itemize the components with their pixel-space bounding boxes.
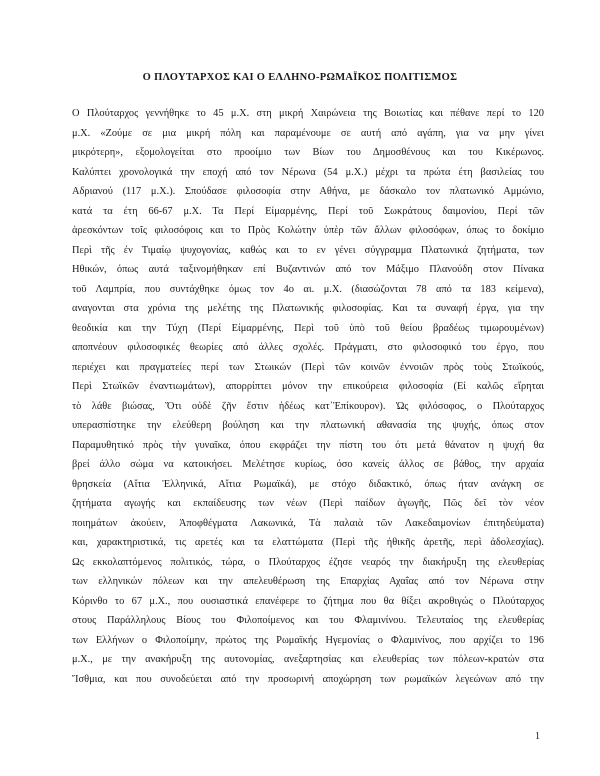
text-line: αποπνέουν φιλοσοφικές θεωρίες από άλλες σχολές. Πράγματι, στο φιλοσοφικό του έργο, που bbox=[72, 342, 544, 353]
text-line: κατά τα έτη 66-67 μ.Χ. Τα Περί Είμαρμένης, Περί τοῦ Σωκράτους δαιμονίου, Περί τῶν bbox=[72, 205, 544, 217]
text-line: στους Παράλληλους Βίους του Φιλοποίμενος και του Φλαμινίνου. Τελευταίος της ελευθερίας bbox=[72, 615, 544, 626]
text-line: τὸ λάθε βιώσας, Ὅτι οὐδὲ ζῆν ἔστιν ἡδέως κατ᾽Ἐπίκουρον). Ὡς φιλόσοφος, ο Πλούταρχος bbox=[72, 400, 544, 412]
text-line: Ως εκκολαπτόμενος πολιτικός, τώρα, ο Πλούταρχος έζησε νεαρός την διακήρυξη της ελευθερίας bbox=[72, 556, 544, 568]
text-line: μ.Χ., με την ανακήρυξη της αυτονομίας, ανεξαρτησίας και ελευθερίας των πόλεων-κρατών στα bbox=[72, 654, 544, 665]
text-line: ἀρεσκόντων τοῖς φιλοσόφοις και το Πρὸς Κολώτην ὑπὲρ τῶν ἄλλων φιλοσόφων, όπως το δοκίμιο bbox=[72, 225, 544, 236]
text-line: ζητήματα αγωγής και εκπαίδευσης των νέων (Περὶ παίδων ἀγωγῆς, Πῶς δεῖ τὸν νέον bbox=[72, 498, 544, 509]
text-line: περιέχει και πραγματείες περί των Στωικών (Περὶ τῶν κοινῶν ἐννοιῶν πρὸς τοὺς Στωϊκούς, bbox=[72, 361, 544, 373]
text-line: θρησκεία (Αἴτια Ἑλληνικά, Αἴτια Ρωμαϊκά), με στόχο διδακτικό, όπως ήταν ανάγκη σε bbox=[72, 478, 544, 490]
text-line: μ.Χ. «Ζούμε σε μια μικρή πόλη και παραμένουμε σε αυτή από αγάπη, για να μην γίνει bbox=[72, 127, 544, 139]
text-line: Περὶ τῆς ἐν Τιμαίῳ ψυχογονίας, καθώς και το εν γένει σύγγραμμα Πλατωνικά ζητήματα, των bbox=[72, 244, 544, 256]
text-line: ποιημάτων ἀκούειν, Ἀποφθέγματα Λακωνικά, Τὰ παλαιὰ τῶν Λακεδαιμονίων ἐπιτηδεύματα) bbox=[72, 517, 544, 529]
page-title: Ο ΠΛΟΥΤΑΡΧΟΣ ΚΑΙ Ο ΕΛΛΗΝΟ-ΡΩΜΑΪΚΟΣ ΠΟΛΙΤΙΣΜΟΣ bbox=[142, 72, 458, 83]
text-line: υπερασπίστηκε την ελεύθερη βούληση και την πλατωνική αθανασία της ψυχής, όπως στον bbox=[72, 420, 544, 431]
text-line: μικρότερη», εξομολογείται στο προοίμιο των Βίων του Δημοσθένους και του Κικέρωνος. bbox=[72, 147, 544, 158]
text-line: των Ελλήνων ο Φιλοποίμην, πρώτος της Ρωμαϊκής Ηγεμονίας ο Φλαμινίνος, που αρχίζει το 196 bbox=[72, 634, 544, 646]
text-line: Καλύπτει χρονολογικά την εποχή από τον Νέρωνα (54 μ.Χ.) μέχρι τα πρώτα έτη βασιλείας του bbox=[72, 166, 544, 178]
text-line: Κόρινθο το 67 μ.Χ., που ουσιαστικά επανέφερε το ζήτημα που θα θίξει ακροθιγώς ο Πλούταρχος bbox=[72, 595, 544, 607]
text-line: των ελληνικών πόλεων και την απελευθέρωση της Επαρχίας Αχαΐας από τον Νέρωνα στην bbox=[72, 576, 544, 587]
text-line: και, χαρακτηριστικά, τις αρετές και τα ελαττώματα (Περὶ τῆς ἠθικῆς ἀρετῆς, περὶ ἀδολεσχίας). bbox=[72, 537, 544, 548]
text-line: Παραμυθητικό πρὸς τὴν γυναῖκα, όπου εκφράζει την πίστη του ότι μετά θάνατον η ψυχή θα bbox=[72, 439, 544, 451]
text-line: Περὶ Στωϊκῶν ἐναντιωμάτων), απορρίπτει μόνον την επικούρεια φιλοσοφία (Εἰ καλῶς εἴρηται bbox=[72, 381, 544, 392]
text-line: Ηθικών, όπως αυτά ταξινομήθηκαν επί Βυζαντινών από τον Μάξιμο Πλανούδη στον Πίνακα bbox=[72, 264, 544, 275]
text-line: Ο Πλούταρχος γεννήθηκε το 45 μ.Χ. στη μικρή Χαιρώνεια της Βοιωτίας και πέθανε περί το 120 bbox=[72, 108, 544, 119]
text-line: Ἴσθμια, και που συνοδεύεται από την προσωρινή αποχώρηση των ρωμαϊκών λεγεώνων από την bbox=[72, 673, 544, 685]
text-line: τοῦ Λαμπρία, που συντάχθηκε όμως τον 4ο αι. μ.Χ. (διασώζονται 78 από τα 183 κείμενα), bbox=[72, 283, 544, 295]
text-line: Αδριανού (117 μ.Χ.). Σπούδασε φιλοσοφία στην Αθήνα, με δάσκαλο τον πλατωνικό Αμμώνιο, bbox=[72, 186, 544, 197]
text-line: αναγονται στα χρόνια της μελέτης της Πλατωνικής φιλοσοφίας. Και τα συναφή έργα, για την bbox=[72, 303, 544, 314]
text-line: βρεί άλλο σώμα να κατοικήσει. Μελέτησε κυρίως, όσο κανείς άλλος σε βάθος, την αρχαία bbox=[72, 459, 544, 470]
page-number: 1 bbox=[535, 731, 540, 742]
text-line: θεοδικία και την Τύχη (Περί Είμαρμένης, Περὶ τοῦ ὑπὸ τοῦ θείου βραδέως τιμωρουμένων) bbox=[72, 322, 544, 334]
body-paragraph bbox=[72, 104, 544, 689]
